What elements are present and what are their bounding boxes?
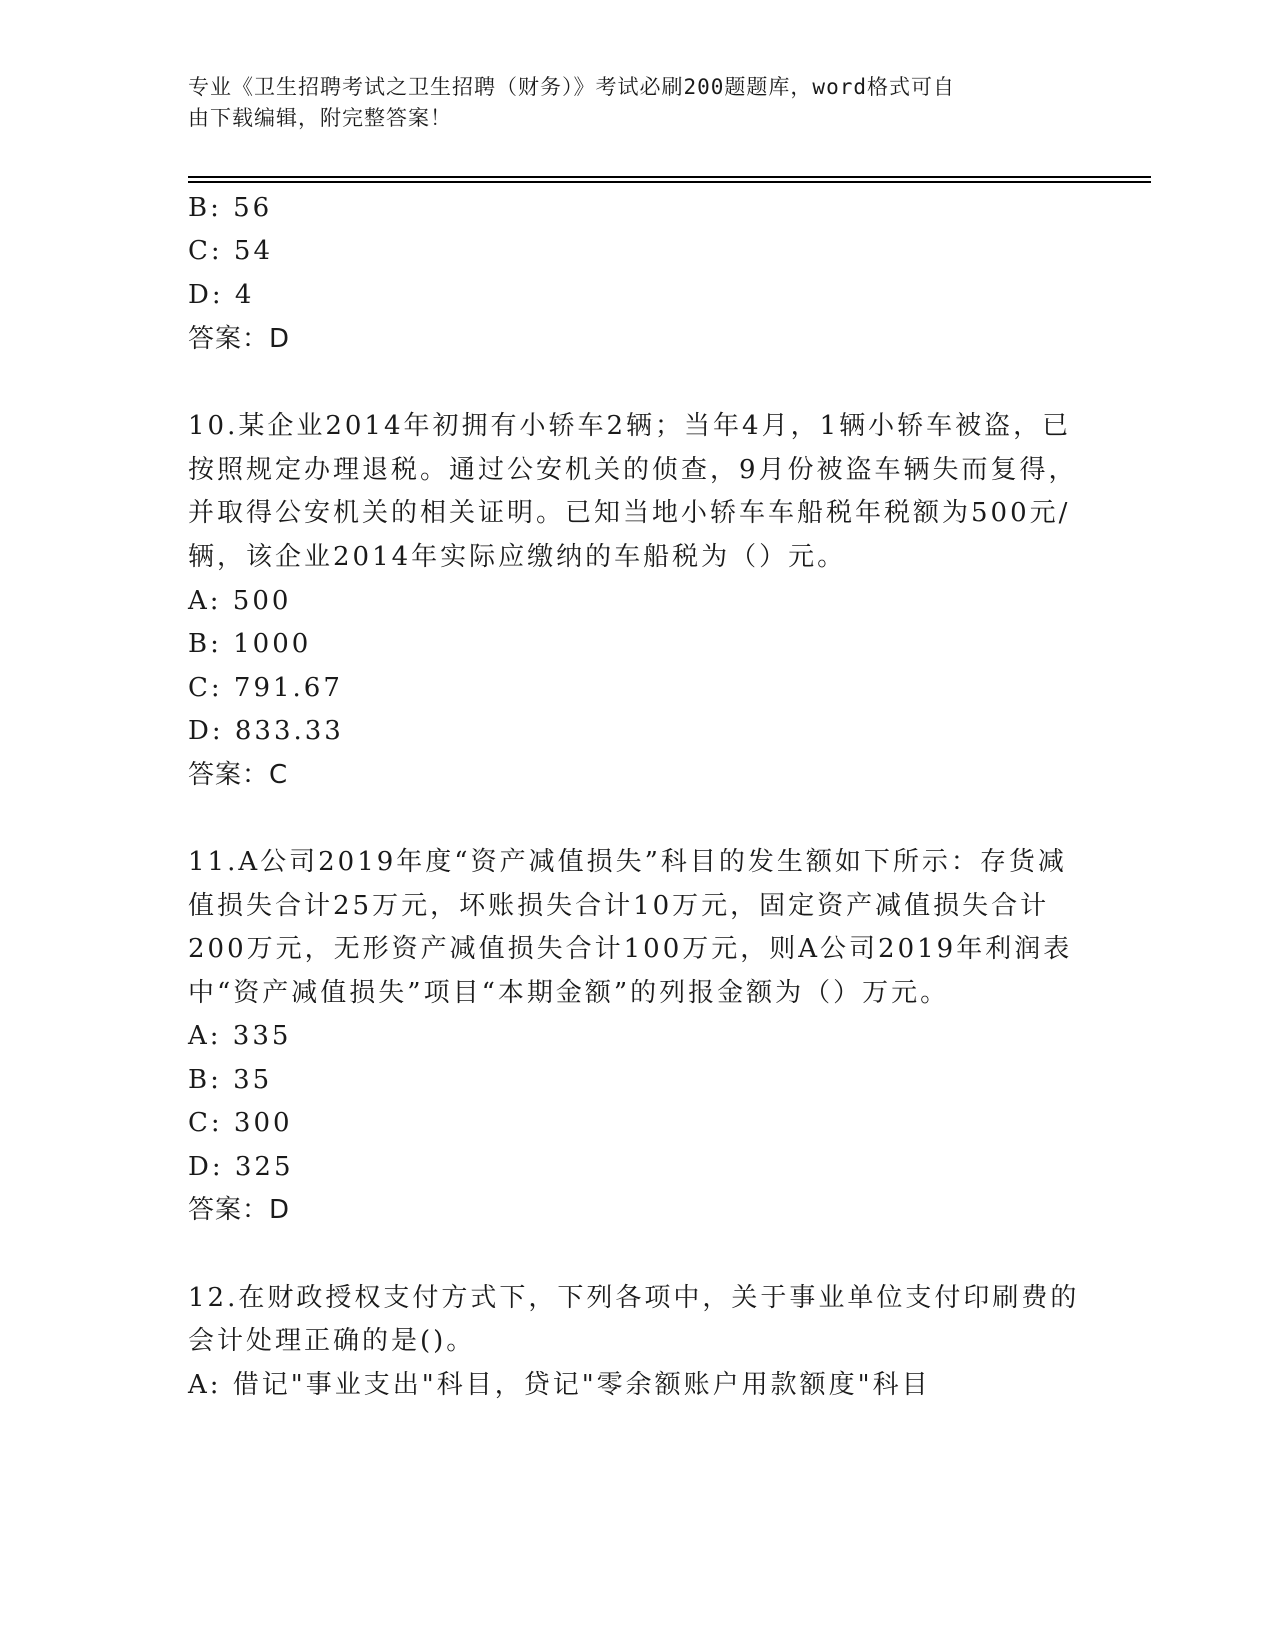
header-line-2: 由下载编辑，附完整答案！	[188, 106, 452, 130]
document-header	[188, 72, 1068, 134]
q11-option-a: A: 335	[188, 1021, 292, 1051]
q11-option-b: B: 35	[188, 1065, 273, 1095]
q10-text-line-3: 并取得公安机关的相关证明。已知当地小轿车车船税年税额为500元/	[188, 498, 1071, 528]
q11-option-d: D: 325	[188, 1152, 294, 1182]
q11-option-c: C: 300	[188, 1108, 293, 1138]
q12-text-line-1: 12.在财政授权支付方式下，下列各项中，关于事业单位支付印刷费的	[188, 1283, 1080, 1313]
q11-answer: 答案：D	[188, 1195, 291, 1225]
q9-option-d: D: 4	[188, 280, 255, 310]
q10-answer: 答案：C	[188, 760, 289, 790]
q9-option-c: C: 54	[188, 236, 274, 266]
q10-option-a: A: 500	[188, 586, 292, 616]
q12-option-a: A: 借记"事业支出"科目，贷记"零余额账户用款额度"科目	[188, 1370, 931, 1400]
header-line-1: 专业《卫生招聘考试之卫生招聘（财务）》考试必刷200题题库，word格式可自	[188, 75, 955, 99]
q10-text-line-2: 按照规定办理退税。通过公安机关的侦查，9月份被盗车辆失而复得，	[188, 455, 1078, 485]
q11-text-line-3: 200万元，无形资产减值损失合计100万元，则A公司2019年利润表	[188, 934, 1073, 964]
q11-text-line-4: 中“资产减值损失”项目“本期金额”的列报金额为（）万元。	[188, 978, 950, 1008]
q10-text-line-1: 10.某企业2014年初拥有小轿车2辆；当年4月，1辆小轿车被盗，已	[188, 411, 1072, 441]
q11-text-line-2: 值损失合计25万元，坏账损失合计10万元，固定资产减值损失合计	[188, 891, 1050, 921]
q10-option-b: B: 1000	[188, 629, 312, 659]
q10-option-d: D: 833.33	[188, 716, 344, 746]
q11-text-line-1: 11.A公司2019年度“资产减值损失”科目的发生额如下所示：存货减	[188, 847, 1067, 877]
q12-text-line-2: 会计处理正确的是()。	[188, 1326, 476, 1356]
q9-option-b: B: 56	[188, 193, 273, 223]
q10-option-c: C: 791.67	[188, 673, 343, 703]
header-divider-bottom	[188, 181, 1151, 183]
q10-text-line-4: 辆，该企业2014年实际应缴纳的车船税为（）元。	[188, 542, 847, 572]
header-divider-top	[188, 176, 1151, 178]
q9-answer: 答案：D	[188, 324, 291, 354]
